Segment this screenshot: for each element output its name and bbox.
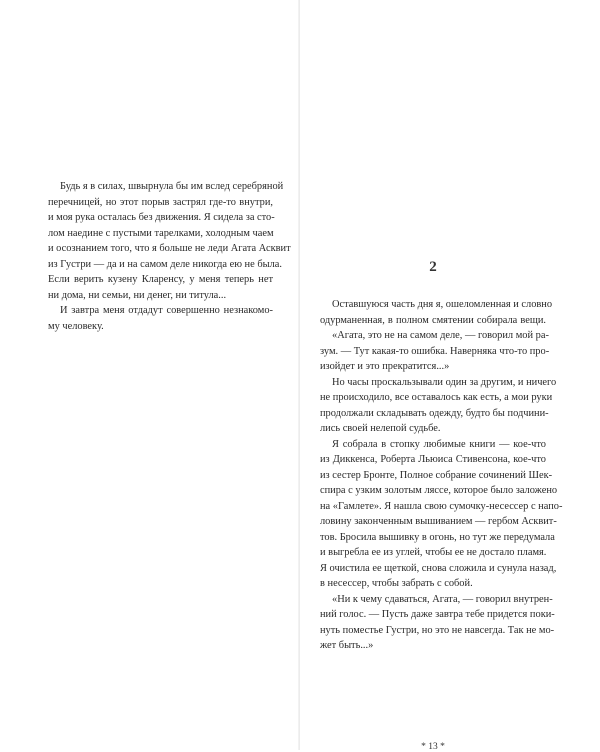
text-line: «Агата, это не на самом деле, — говорил мой ра- (332, 330, 549, 341)
text-line: лись своей нелепой судьбе. (320, 423, 441, 434)
folio-star-icon: * (440, 742, 445, 752)
text-line: Если верить кузену Кларенсу, у меня теперь нет (48, 274, 273, 285)
page-folio (320, 742, 546, 752)
text-line: и выгребла ее из углей, чтобы ее не достало пламя. (320, 547, 547, 558)
text-line: перечницей, но этот порыв застрял где-то внутри, (48, 196, 273, 208)
right-page-text (320, 297, 563, 654)
text-line: на «Гамлете». Я нашла свою сумочку-несессер с напо- (320, 500, 563, 512)
text-line: из Густри — да и на самом деле никогда ею не была. (48, 258, 282, 270)
text-line: в несессер, чтобы забрать с собой. (320, 578, 473, 589)
text-line: одурманенная, в полном смятении собирала вещи. (320, 314, 546, 326)
text-line: Будь я в силах, швырнула бы им вслед серебряной (60, 181, 284, 192)
text-line: не происходило, все оставалось как есть, а мои руки (320, 392, 553, 403)
text-line: Я собрала в стопку любимые книги — кое-что (332, 438, 546, 450)
text-line: му человеку. (48, 320, 104, 332)
left-page (0, 0, 300, 750)
text-line: продолжали складывать одежду, будто бы подчини- (320, 407, 549, 419)
text-line: Я очистила ее щеткой, снова сложила и сунула назад, (320, 562, 557, 574)
text-line: нуть поместье Густри, но это не навсегда. Так не мо- (320, 624, 555, 636)
text-line: и осознанием того, что я больше не леди Агата Асквит (48, 243, 291, 254)
text-line: И завтра меня отдадут совершенно незнакомо- (60, 305, 273, 316)
text-line: «Ни к чему сдаваться, Агата, — говорил внутрен- (332, 593, 553, 605)
text-line: жет быть...» (320, 640, 374, 651)
text-line: спира с узким золотым ляссе, которое было заложено (320, 485, 558, 496)
text-line: и моя рука осталась без движения. Я сидела за сто- (48, 212, 275, 223)
left-page-text (48, 179, 291, 334)
folio-star-icon: * (421, 742, 426, 752)
text-line: ни дома, ни семьи, ни денег, ни титула... (48, 289, 227, 301)
text-line: зум. — Тут какая-то ошибка. Наверняка что-то про- (320, 345, 550, 357)
text-line: изойдет и это прекратится...» (320, 361, 450, 372)
page-number: 13 (428, 742, 438, 752)
text-line: Но часы проскальзывали один за другим, и ничего (332, 376, 557, 388)
chapter-number: 2 (429, 259, 437, 275)
text-line: из сестер Бронте, Полное собрание сочинений Шек- (320, 469, 553, 481)
text-line: из Диккенса, Роберта Льюиса Стивенсона, кое-что (320, 454, 546, 465)
text-line: ний голос. — Пусть даже завтра тебе придется поки- (320, 609, 555, 620)
text-line: ловину законченным вышиванием — гербом Асквит- (320, 516, 557, 527)
text-line: тов. Бросила вышивку в огонь, но тут же передумала (320, 531, 555, 543)
text-line: Оставшуюся часть дня я, ошеломленная и словно (332, 299, 553, 310)
text-line: лом наедине с пустыми тарелками, холодным чаем (48, 227, 274, 239)
